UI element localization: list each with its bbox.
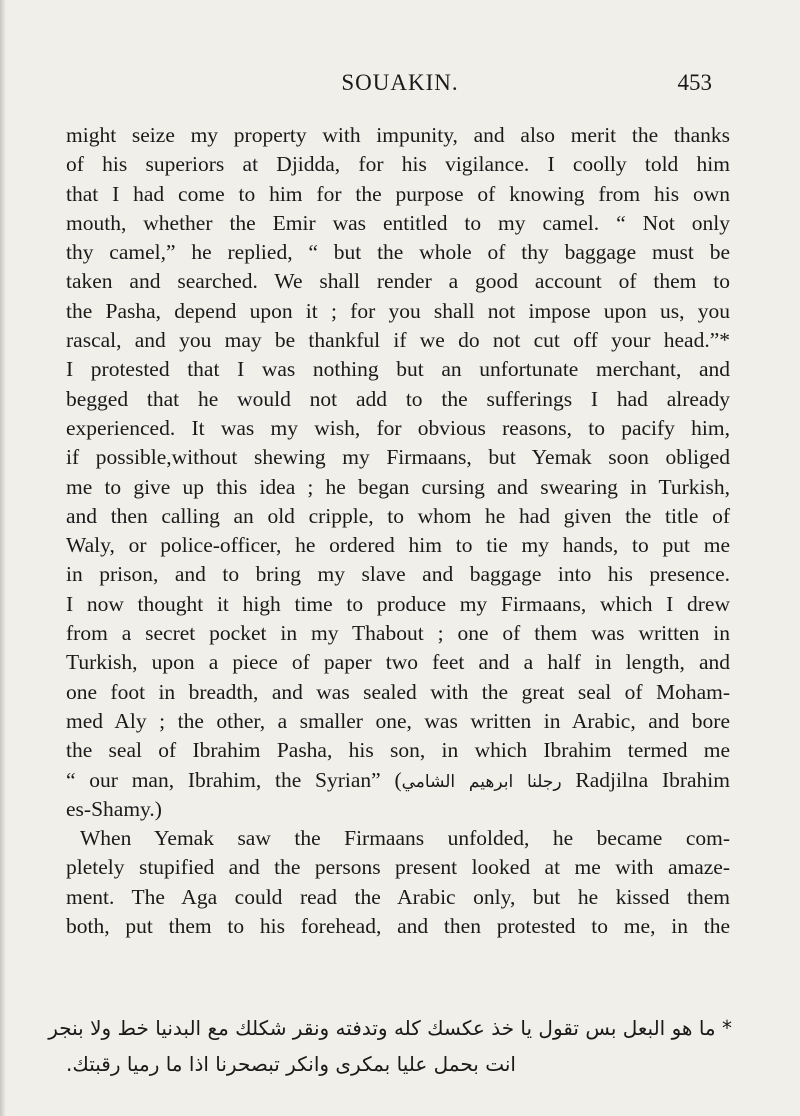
- page-edge: [0, 0, 6, 1116]
- quote-after: Radjilna Ibrahim: [561, 767, 731, 792]
- text-line: in prison, and to bring my slave and baggage into his presence.: [66, 562, 730, 587]
- text-line: taken and searched. We shall render a good account of them to: [66, 269, 730, 294]
- text-line: thy camel,” he replied, “ but the whole of thy baggage must be: [66, 240, 730, 265]
- text-line: if possible,without shewing my Firmaans, but Yemak soon obliged: [66, 445, 730, 470]
- text-line: ment. The Aga could read the Arabic only, but he kissed them: [66, 884, 730, 909]
- page-title: SOUAKIN.: [341, 70, 459, 95]
- running-head: [0, 70, 800, 110]
- page-number: 453: [677, 70, 712, 95]
- text-line: experienced. It was my wish, for obvious reasons, to pacify him,: [66, 415, 730, 440]
- footnote-line: * ما هو البعل بس تقول يا خذ عكسك كله وتدفته ونقر شكلك مع البدنيا خط ولا بنجر: [48, 1016, 732, 1040]
- arabic-quote: رجلنا ابرهيم الشامي: [401, 771, 562, 792]
- text-line: might seize my property with impunity, and also merit the thanks: [66, 123, 730, 147]
- text-line: rascal, and you may be thankful if we do not cut off your head.”*: [66, 328, 730, 353]
- text-line: Turkish, upon a piece of paper two feet and a half in length, and: [66, 650, 730, 675]
- text-line: me to give up this idea ; he began cursing and swearing in Turkish,: [66, 474, 730, 499]
- text-line: from a secret pocket in my Thabout ; one of them was written in: [66, 621, 730, 646]
- footnote: [48, 1010, 732, 1082]
- text-line: one foot in breadth, and was sealed with the great seal of Moham-: [66, 679, 730, 704]
- text-line: the seal of Ibrahim Pasha, his son, in which Ibrahim termed me: [66, 738, 730, 763]
- text-line: begged that he would not add to the sufferings I had already: [66, 386, 730, 411]
- text-line: that I had come to him for the purpose of knowing from his own: [66, 181, 730, 206]
- text-line: of his superiors at Djidda, for his vigilance. I coolly told him: [66, 152, 730, 177]
- text-line: mouth, whether the Emir was entitled to my camel. “ Not only: [66, 210, 730, 235]
- text-line: both, put them to his forehead, and then protested to me, in the: [66, 914, 730, 939]
- text-line: and then calling an old cripple, to whom he had given the title of: [66, 503, 730, 528]
- text-line: pletely stupified and the persons present looked at me with amaze-: [66, 855, 730, 880]
- text-line: I protested that I was nothing but an unfortunate merchant, and: [66, 357, 730, 382]
- quote-before: “ our man, Ibrahim, the Syrian” (: [66, 767, 402, 792]
- text-line: the Pasha, depend upon it ; for you shall not impose upon us, you: [66, 298, 730, 323]
- quote-line: [66, 766, 730, 795]
- text-line: es-Shamy.): [66, 796, 162, 821]
- footnote-line: انت بحمل عليا بمكرى وانكر تبصحرنا اذا ما رميا رقبتك.: [66, 1052, 516, 1076]
- text-line: med Aly ; the other, a smaller one, was written in Arabic, and bore: [66, 708, 730, 733]
- text-line: Waly, or police-officer, he ordered him to tie my hands, to put me: [66, 533, 730, 558]
- text-line: I now thought it high time to produce my Firmaans, which I drew: [66, 591, 730, 616]
- text-line: When Yemak saw the Firmaans unfolded, he became com-: [80, 826, 730, 851]
- body-text: [66, 121, 730, 941]
